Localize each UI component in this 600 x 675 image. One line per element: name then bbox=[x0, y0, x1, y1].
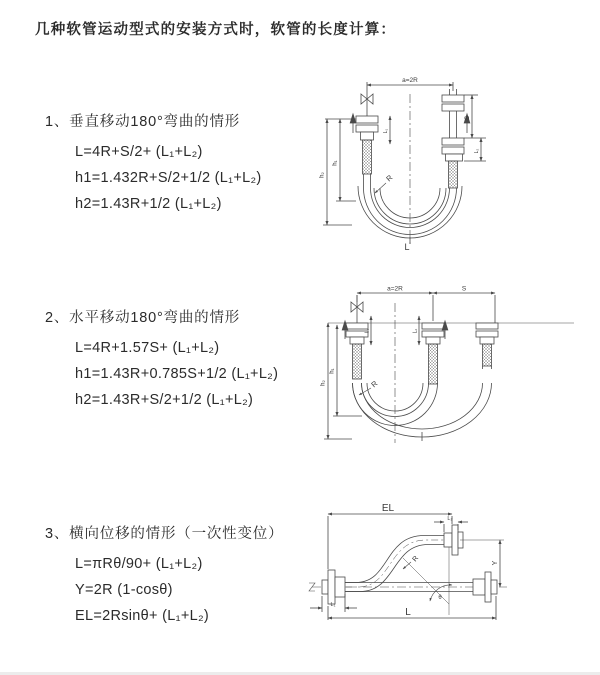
label-s: S bbox=[461, 285, 467, 293]
left-flange bbox=[356, 116, 378, 140]
dimension-l2 bbox=[434, 522, 468, 532]
label-l: L bbox=[405, 607, 411, 618]
formula-h1: h1=1.43R+0.785S+1/2 (L₁+L₂) bbox=[75, 366, 279, 382]
label-h1: h₁ bbox=[329, 368, 336, 374]
valve-icon bbox=[361, 91, 373, 116]
right-braid bbox=[449, 161, 458, 188]
dimension-h1 bbox=[325, 119, 356, 201]
section-2-heading: 2、水平移动180°弯曲的情形 bbox=[45, 310, 241, 326]
label-l1: L₁ bbox=[330, 602, 336, 608]
label-theta: θ bbox=[438, 595, 442, 601]
radius-leader bbox=[403, 562, 411, 569]
label-y: Y bbox=[492, 560, 499, 566]
label-l2: L₂ bbox=[412, 328, 419, 334]
label-h2: h₂ bbox=[319, 172, 326, 178]
label-r: R bbox=[384, 172, 395, 184]
dimension-h2 bbox=[323, 119, 352, 225]
label-l1: L₁ bbox=[383, 128, 389, 134]
formula-el: EL=2Rsinθ+ (L₁+L₂) bbox=[75, 608, 210, 624]
construction-radius bbox=[403, 558, 449, 604]
label-a2r: a=2R bbox=[387, 285, 403, 293]
label-a2r: a=2R bbox=[402, 77, 418, 84]
hose-displaced-position bbox=[345, 536, 444, 592]
label-s: S bbox=[464, 115, 471, 121]
left-braid bbox=[353, 344, 362, 379]
middle-braid bbox=[429, 344, 438, 384]
formula-length: L=πRθ/90+ (L₁+L₂) bbox=[75, 556, 203, 572]
diagram-lateral-displacement bbox=[300, 500, 600, 650]
label-r: R bbox=[411, 554, 421, 564]
formula-h2: h2=1.43R+S/2+1/2 (L₁+L₂) bbox=[75, 392, 254, 408]
dimension-s bbox=[433, 293, 495, 323]
section-horizontal-movement bbox=[45, 309, 325, 413]
section-vertical-movement bbox=[45, 113, 325, 217]
left-braid bbox=[363, 140, 372, 174]
left-flange bbox=[322, 570, 345, 604]
diagram-vertical-movement-180-bend bbox=[312, 70, 600, 255]
valve-icon bbox=[351, 295, 363, 323]
page-title: 几种软管运动型式的安装方式时，软管的长度计算： bbox=[35, 22, 397, 38]
label-l2: L₂ bbox=[474, 148, 480, 154]
section-1-heading: 1、垂直移动180°弯曲的情形 bbox=[45, 114, 241, 130]
lower-right-flange bbox=[473, 572, 497, 602]
middle-flange bbox=[422, 323, 444, 344]
formula-h1: h1=1.432R+S/2+1/2 (L₁+L₂) bbox=[75, 170, 262, 186]
label-l: L bbox=[404, 242, 410, 252]
dimension-h2 bbox=[324, 323, 352, 439]
label-r: R bbox=[369, 378, 380, 390]
label-h1: h₁ bbox=[332, 160, 339, 166]
label-l1: L₁ bbox=[364, 328, 371, 334]
dimension-el bbox=[328, 514, 452, 569]
label-h2: h₂ bbox=[320, 380, 327, 386]
section-3-heading: 3、横向位移的情形（一次性变位） bbox=[45, 526, 284, 542]
formula-y: Y=2R (1-cosθ) bbox=[75, 582, 173, 598]
section-lateral-displacement bbox=[45, 525, 325, 629]
label-l2: L₂ bbox=[447, 516, 453, 522]
diagram-horizontal-movement-180-bend bbox=[318, 283, 590, 475]
label-el: EL bbox=[381, 503, 395, 514]
formula-length: L=4R+S/2+ (L₁+L₂) bbox=[75, 144, 203, 160]
formula-length: L=4R+1.57S+ (L₁+L₂) bbox=[75, 340, 220, 356]
right-flange bbox=[476, 323, 498, 344]
right-braid bbox=[483, 344, 492, 366]
right-flanges bbox=[442, 89, 464, 161]
formula-h2: h2=1.43R+1/2 (L₁+L₂) bbox=[75, 196, 222, 212]
